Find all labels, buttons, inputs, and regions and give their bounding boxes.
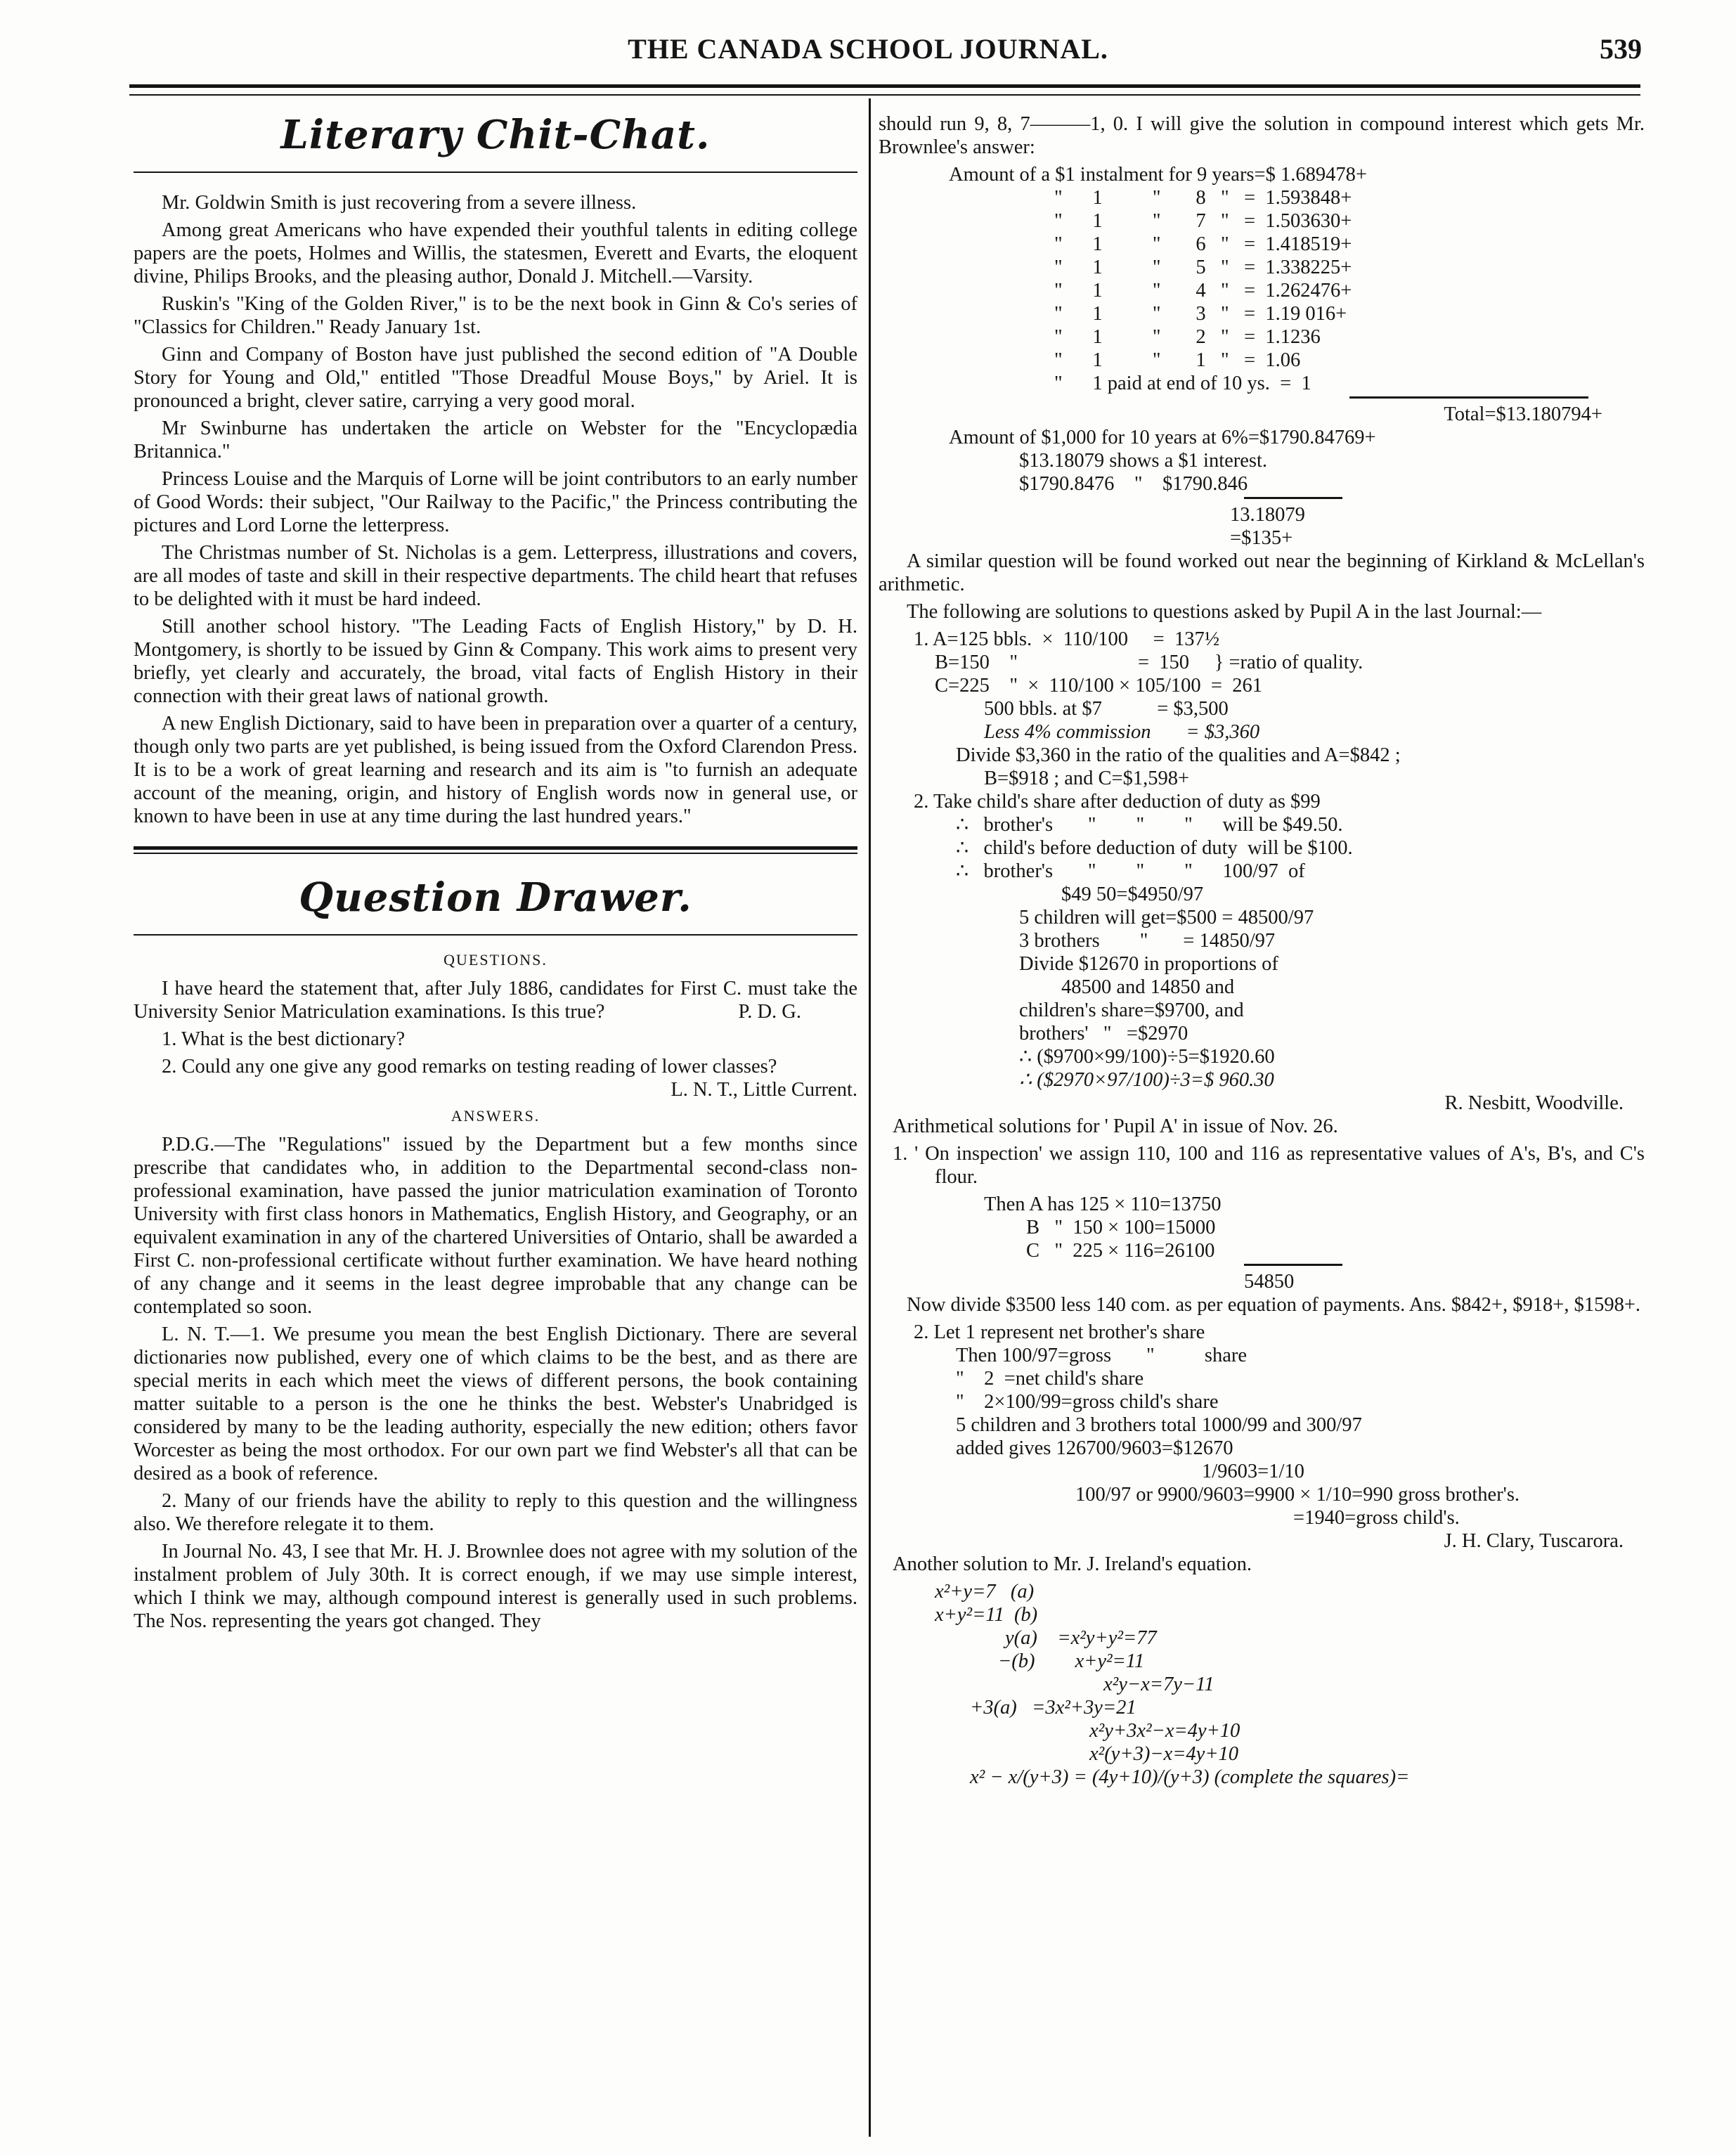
solution-line: B " 150 × 100=15000: [1026, 1217, 1216, 1238]
equation-line: −(b) x+y²=11: [998, 1650, 1145, 1672]
question-text: 1. What is the best dictionary?: [162, 1028, 406, 1050]
division-rule: [1244, 497, 1342, 499]
chit-chat-paragraph: Still another school history. "The Leading Facts of English History," by D. H. Montgomery, is shortly to be issued by Ginn & Company. This work aims to present very briefly, yet clearly and accurately, the broad, vital facts of English History in their connection with their great laws of national growth.: [134, 616, 857, 707]
table-row: " 1 " 1 " = 1.06: [1054, 349, 1301, 371]
solution-line: B=150 " = 150 } =ratio of quality.: [935, 652, 1363, 673]
solution-line: 1/9603=1/10: [1202, 1461, 1304, 1482]
column-divider: [869, 98, 871, 2137]
solution-line: Then A has 125 × 110=13750: [984, 1193, 1222, 1215]
left-column: [134, 112, 857, 1637]
equation-line: +3(a) =3x²+3y=21: [970, 1697, 1136, 1719]
equation-line: x²+y=7 (a): [935, 1581, 1035, 1603]
chit-chat-paragraph: Mr. Goldwin Smith is just recovering from a severe illness.: [162, 192, 637, 214]
table-row: " 1 " 3 " = 1.19 016+: [1054, 303, 1347, 325]
solution-signature: R. Nesbitt, Woodville.: [1444, 1092, 1624, 1114]
answer-text: 2. Many of our friends have the ability to reply to this question and the willingness also. We therefore relegate it to them.: [134, 1490, 857, 1535]
question-text: 2. Could any one give any good remarks on testing reading of lower classes?: [162, 1056, 777, 1078]
instalment-table: [879, 163, 1645, 395]
solution-line: 100/97 or 9900/9603=9900 × 1/10=990 gross brother's.: [1075, 1484, 1520, 1506]
page-number: 539: [1600, 33, 1642, 65]
solution-line: ∴ ($2970×97/100)÷3=$ 960.30: [1019, 1069, 1274, 1091]
answers-heading: ANSWERS.: [451, 1107, 540, 1125]
arith-heading: Arithmetical solutions for ' Pupil A' in issue of Nov. 26.: [893, 1115, 1338, 1137]
arith-solution: 1. ' On inspection' we assign 110, 100 and 116 as representative values of A's, B's, and C's flour.: [893, 1143, 1645, 1188]
right-intro: should run 9, 8, 7———1, 0. I will give the solution in compound interest which gets Mr. Brownlee's answer:: [879, 113, 1645, 158]
total-line: Total=$13.180794+: [1444, 403, 1602, 425]
ratio-line: $1790.8476 " $1790.846: [1019, 473, 1248, 495]
table-row: " 1 " 7 " = 1.503630+: [1054, 210, 1352, 232]
table-row: " 1 " 6 " = 1.418519+: [1054, 233, 1352, 255]
table-row: " 1 " 2 " = 1.1236: [1054, 326, 1321, 348]
shows-line: $13.18079 shows a $1 interest.: [1019, 450, 1268, 472]
chit-chat-paragraph: Princess Louise and the Marquis of Lorne will be joint contributors to an early number of Good Words: their subject, "Our Railway to the Pacific," the Princess contributing the pictures and Lord Lorne the letterpress.: [134, 468, 857, 536]
solution-line: " 2×100/99=gross child's share: [956, 1391, 1219, 1413]
solution-line: C " 225 × 116=26100: [1026, 1240, 1215, 1262]
question-signature: L. N. T., Little Current.: [671, 1079, 857, 1101]
solution-line: 48500 and 14850 and: [1061, 976, 1235, 998]
quotient-result: =$135+: [1230, 527, 1293, 549]
chit-chat-paragraph: Mr Swinburne has undertaken the article on Webster for the "Encyclopædia Britannica.": [134, 418, 857, 462]
table-row: " 1 " 4 " = 1.262476+: [1054, 280, 1352, 302]
solution-line: C=225 " × 110/100 × 105/100 = 261: [935, 675, 1262, 697]
right-column: [879, 112, 1645, 1789]
chit-chat-paragraph: Ruskin's "King of the Golden River," is to be the next book in Ginn & Co's series of "Classics for Children." Ready January 1st.: [134, 293, 857, 338]
answer-text: In Journal No. 43, I see that Mr. H. J. Brownlee does not agree with my solution of the instalment problem of July 30th. It is correct enough, if we may use simple interest, which I think we may, although compound interest is generally used in such problems. The Nos. representing the years got changed. They: [134, 1541, 857, 1632]
solution-line: 5 children will get=$500 = 48500/97: [1019, 907, 1314, 928]
solution-line: 1. A=125 bbls. × 110/100 = 137½: [914, 628, 1220, 650]
arith-solution: Now divide $3500 less 140 com. as per equation of payments. Ans. $842+, $918+, $1598+.: [907, 1294, 1641, 1316]
solution-line: 3 brothers " = 14850/97: [1019, 930, 1276, 952]
solution-line: children's share=$9700, and: [1019, 999, 1244, 1021]
another-heading: Another solution to Mr. J. Ireland's equation.: [893, 1553, 1252, 1575]
solution-line: 2. Take child's share after deduction of duty as $99: [914, 791, 1321, 813]
chit-chat-paragraph: Ginn and Company of Boston have just published the second edition of "A Double Story for Young and Old," entitled "Those Dreadful Mouse Boys," by Ariel. It is pronounced a bright, clever satire, carrying a very good moral.: [134, 344, 857, 412]
solution-line: 5 children and 3 brothers total 1000/99 and 300/97: [956, 1414, 1362, 1436]
header-rule-thin: [129, 94, 1640, 96]
solution-line: ∴ brother's " " " will be $49.50.: [956, 814, 1343, 836]
quotient-line: 13.18079: [1230, 504, 1305, 526]
solution-line: ∴ child's before deduction of duty will be $100.: [956, 837, 1353, 859]
solution-line: 500 bbls. at $7 = $3,500: [984, 698, 1229, 720]
solution-line: =1940=gross child's.: [1293, 1507, 1460, 1529]
solution-line: Then 100/97=gross " share: [956, 1345, 1247, 1366]
total-rule: [1349, 396, 1588, 399]
answer-text: L. N. T.—1. We presume you mean the best English Dictionary. There are several dictionaries now published, every one of which claims to be the best, and as there are special merits in each which meet the views of different persons, the book containing matter suitable to a person is the one he thinks the best. Webster's Unabridged is considered by many to be the leading authority, especially the new edition; others favor Worcester as being the most orthodox. For our own part we find Webster's all that can be desired as a book of reference.: [134, 1324, 857, 1484]
similar-note: A similar question will be found worked out near the beginning of Kirkland & McLellan's arithmetic.: [879, 550, 1645, 595]
table-row: " 1 " 5 " = 1.338225+: [1054, 257, 1352, 278]
section-divider-thin: [134, 853, 857, 854]
questions-heading: QUESTIONS.: [443, 951, 548, 969]
solution-line: ∴ brother's " " " 100/97 of: [956, 860, 1305, 882]
chit-chat-title: Literary Chit-Chat.: [280, 112, 711, 158]
table-row: " 1 " 8 " = 1.593848+: [1054, 187, 1352, 209]
solution-line: $49 50=$4950/97: [1061, 884, 1204, 905]
solution-line: B=$918 ; and C=$1,598+: [984, 768, 1190, 789]
chit-chat-paragraph: Among great Americans who have expended their youthful talents in editing college papers are the poets, Holmes and Willis, the statesmen, Everett and Evarts, the eloquent divine, Philips Brooks, and the pleasing author, Donald J. Mitchell.—Varsity.: [134, 219, 857, 287]
solution-line: added gives 126700/9603=$12670: [956, 1437, 1233, 1459]
chit-chat-paragraph: The Christmas number of St. Nicholas is a gem. Letterpress, illustrations and covers, are all modes of taste and skill in their respective departments. The child heart that refuses to be delighted with it must be hard indeed.: [134, 542, 857, 610]
equation-line: x²y+3x²−x=4y+10: [1089, 1720, 1241, 1742]
amount-line: Amount of $1,000 for 10 years at 6%=$1790.84769+: [949, 427, 1376, 448]
chit-chat-title-rule: [134, 172, 857, 173]
chit-chat-paragraph: A new English Dictionary, said to have been in preparation over a quarter of a century, though only two parts are yet published, is being issued from the Oxford Clarendon Press. It is to be a work of great learning and research and its aim is "to furnish an adequate account of the meaning, origin, and history of English words now in general use, or known to have been in use at any time during the last hundred years.": [134, 713, 857, 827]
solution-line: 2. Let 1 represent net brother's share: [914, 1321, 1205, 1343]
solution-line: Divide $12670 in proportions of: [1019, 953, 1278, 975]
table-row: " 1 paid at end of 10 ys. = 1: [1054, 373, 1311, 394]
header-rule-thick: [129, 84, 1640, 88]
equation-line: x² − x/(y+3) = (4y+10)/(y+3) (complete the squares)=: [970, 1766, 1410, 1788]
sum-rule: [1244, 1264, 1342, 1266]
equation-line: x²y−x=7y−11: [1103, 1674, 1214, 1695]
solution-line: ∴ ($9700×99/100)÷5=$1920.60: [1019, 1046, 1275, 1068]
equation-line: x²(y+3)−x=4y+10: [1089, 1743, 1239, 1765]
question-text: I have heard the statement that, after July 1886, candidates for First C. must take the University Senior Matriculation examinations. Is this true?: [134, 978, 857, 1023]
solution-line: Divide $3,360 in the ratio of the qualities and A=$842 ;: [956, 744, 1401, 766]
following-note: The following are solutions to questions asked by Pupil A in the last Journal:—: [907, 601, 1542, 623]
answer-text: P.D.G.—The "Regulations" issued by the Department but a few months since prescribe that candidates who, in addition to the Departmental second-class non-professional examination, have passed the junior matriculation examination of Toronto University with first class honors in Mathematics, English History, and Geography, or an equivalent examination in any of the chartered Universities of Ontario, shall be awarded a First C. non-professional certificate without further examination. We have heard nothing of any change and it seems in the least degree improbable that any change can be contemplated so soon.: [134, 1134, 857, 1318]
question-drawer-section: [134, 875, 857, 1633]
chit-chat-section: [134, 112, 857, 828]
equation-line: x+y²=11 (b): [935, 1604, 1038, 1626]
table-row: Amount of a $1 instalment for 9 years=$ 1.689478+: [949, 164, 1367, 186]
equation-line: y(a) =x²y+y²=77: [1005, 1627, 1157, 1649]
solution-line: " 2 =net child's share: [956, 1368, 1144, 1390]
solution-signature: J. H. Clary, Tuscarora.: [1444, 1530, 1624, 1552]
solution-line: brothers' " =$2970: [1019, 1023, 1188, 1044]
question-drawer-title: Question Drawer.: [299, 874, 692, 921]
sum-line: 54850: [1244, 1271, 1295, 1293]
section-divider-thick: [134, 846, 857, 850]
question-signature: P. D. G.: [738, 1001, 801, 1023]
page-header-title: THE CANADA SCHOOL JOURNAL.: [628, 33, 1108, 65]
solution-line: Less 4% commission = $3,360: [984, 721, 1260, 743]
question-drawer-title-rule: [134, 934, 857, 936]
